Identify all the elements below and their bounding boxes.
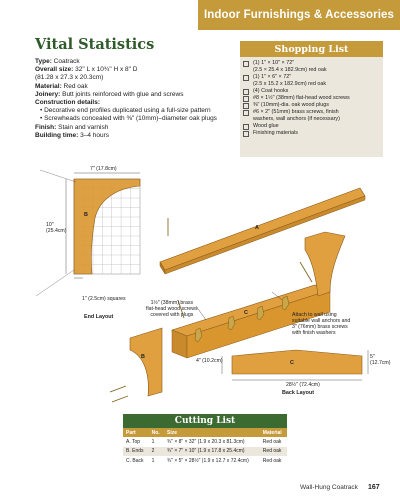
grid-width-label: 7" (17.8cm) [90, 166, 117, 172]
table-row [123, 456, 287, 466]
detail-item: • Decorative end profiles duplicated using a full-size pattern [40, 107, 211, 115]
size-value: 32" L x 10¾" H x 8" D [73, 66, 138, 74]
vital-statistics-title: Vital Statistics [35, 36, 155, 53]
column-header: Material [260, 428, 287, 437]
shopping-item-text: (1) 1" × 6" × 72" (2.5 x 15.2 x 182.9cm) red oak [253, 74, 327, 87]
table-cell: ¾" × 7" × 10" (1.9 x 17.8 x 25.4cm) [164, 447, 260, 457]
brass-screws-note: 1½" (38mm) brass flat-head wood screws covered with plugs [146, 300, 198, 318]
shopping-item-text: ⅜" (10mm)-dia. oak wood plugs [253, 102, 329, 108]
shopping-list-title: Shopping List [274, 43, 349, 55]
table-cell: 1 [149, 437, 164, 447]
material-label: Material: [35, 82, 62, 90]
table-cell: A. Top [123, 437, 149, 447]
size-metric: (81.28 x 27.3 x 20.3cm) [35, 74, 104, 82]
dimension-28in: 28½" (72.4cm) [286, 382, 320, 388]
shopping-item-text: (4) Coat hooks [253, 88, 289, 94]
dimension-4in: 4" (10.2cm) [196, 358, 223, 364]
column-header: No. [149, 428, 164, 437]
table-cell: Red oak [260, 456, 287, 466]
part-c-back-label: C [290, 360, 294, 366]
construction-label: Construction details: [35, 99, 101, 107]
detail-text: Screwheads concealed with ⅜" (10mm)–diameter oak plugs [44, 115, 217, 123]
table-cell: 2 [149, 447, 164, 457]
joinery-value: Butt joints reinforced with glue and screws [60, 90, 184, 98]
type-label: Type: [35, 58, 52, 65]
shopping-item-text: Finishing materials [253, 130, 298, 136]
table-cell: 1 [149, 456, 164, 466]
part-a-label: A [255, 225, 259, 231]
left-end-piece [130, 328, 162, 396]
grid-square-label: 1" (2.5cm) squares [82, 296, 126, 302]
back-layout-shape [232, 350, 362, 374]
type-value: Coatrack [51, 58, 80, 65]
table-cell: Red oak [260, 437, 287, 447]
section-title: Indoor Furnishings & Accessories [203, 9, 394, 21]
end-layout-grid [74, 179, 140, 274]
size-label: Overall size: [35, 66, 74, 74]
grid-height-label: 10" (25.4cm) [46, 222, 67, 234]
building-time-value: 3–4 hours [78, 131, 110, 139]
page-number: 167 [368, 484, 380, 491]
table-cell: Red oak [260, 447, 287, 457]
footer-title: Wall-Hung Coatrack [300, 484, 358, 491]
finish-value: Stain and varnish [56, 123, 109, 131]
table-cell: C. Back [123, 456, 149, 466]
shopping-item-text: Wood glue [253, 123, 279, 129]
shopping-item-text: #6 × 2" (51mm) brass screws, finish washers, wall anchors (if necessary) [253, 109, 340, 122]
detail-text: Decorative end profiles duplicated using a full-size pattern [44, 107, 211, 115]
part-b-label-grid: B [84, 212, 88, 218]
table-row [123, 437, 287, 447]
column-header: Part [123, 428, 149, 437]
table-cell: ¾" × 5" × 28½" (1.9 x 12.7 x 72.4cm) [164, 456, 260, 466]
end-layout-title: End Layout [84, 314, 114, 320]
table-cell: B. Ends [123, 447, 149, 457]
part-b-label: B [141, 354, 145, 360]
building-time-label: Building time: [35, 131, 79, 139]
back-layout-title: Back Layout [282, 390, 315, 396]
table-row [123, 447, 287, 457]
shopping-item-text: #8 × 1½" (38mm) flat-head wood screws [253, 95, 350, 101]
wall-attach-note: Attach to wall using suitable wall anchors and 3" (76mm) brass screws with finish washers [292, 312, 351, 336]
dimension-5in: 5" (12.7cm) [370, 354, 391, 366]
finish-label: Finish: [35, 123, 57, 131]
column-header: Size [164, 428, 260, 437]
cutting-list-header [123, 414, 287, 428]
cutting-list-title: Cutting List [174, 416, 236, 426]
part-c-label: C [244, 310, 248, 316]
table-cell: ¾" × 8" × 32" (1.9 x 20.3 x 81.3cm) [164, 437, 260, 447]
material-value: Red oak [61, 82, 88, 90]
detail-item: • Screwheads concealed with ⅜" (10mm)–diameter oak plugs [40, 115, 217, 123]
joinery-label: Joinery: [35, 90, 61, 98]
shopping-item-text: (1) 1" × 10" × 72" (2.5 × 25.4 x 182.9cm) red oak [253, 60, 327, 73]
cutting-list-table [123, 428, 287, 466]
